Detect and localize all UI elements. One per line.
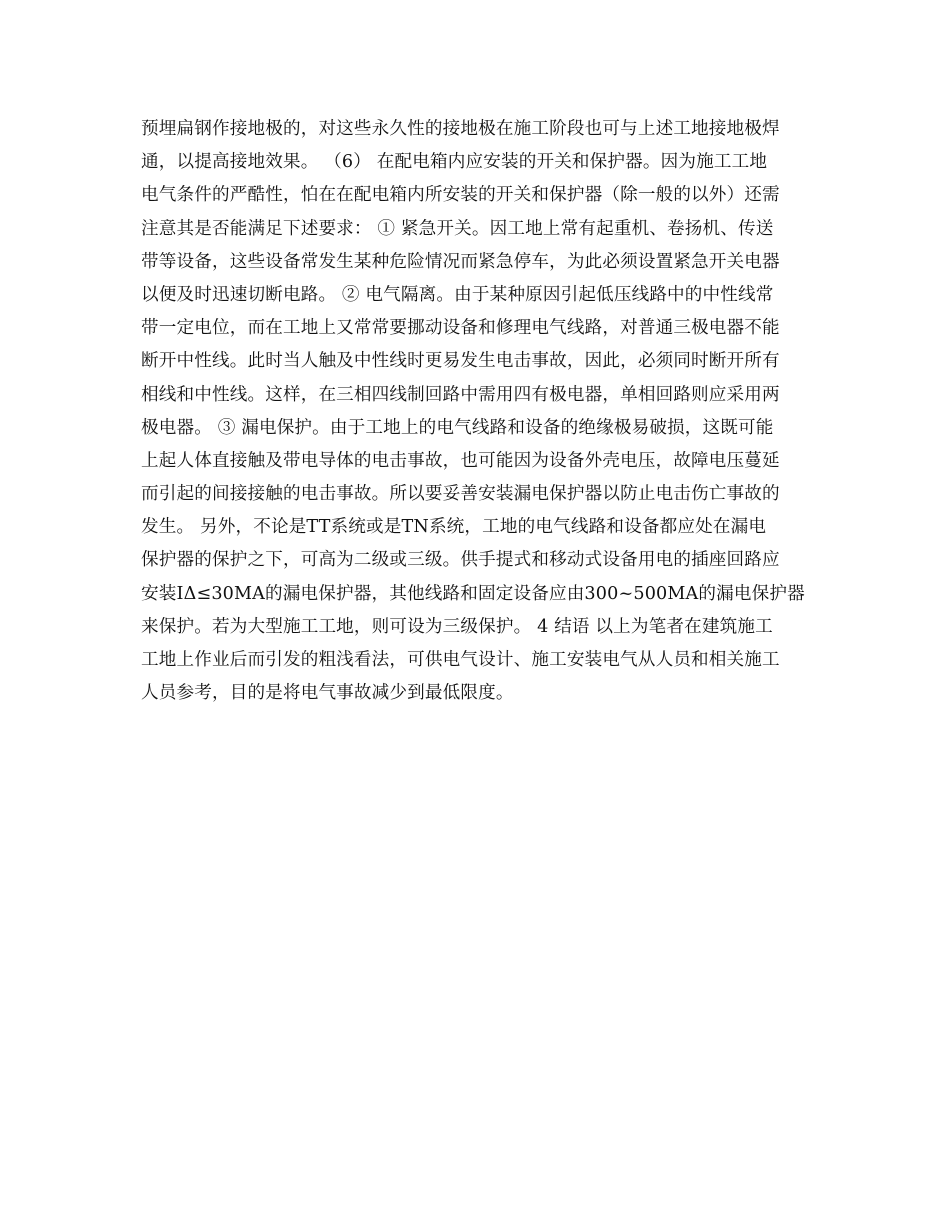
text-line: 以便及时迅速切断电路。 ② 电气隔离。由于某种原因引起低压线路中的中性线常 xyxy=(141,284,774,305)
text-line: 安装IΔ≤30MA的漏电保护器，其他线路和固定设备应由300~500MA的漏电保护器 xyxy=(141,583,805,604)
body-text xyxy=(141,113,841,710)
text-line: 预埋扁钢作接地极的，对这些永久性的接地极在施工阶段也可与上述工地接地极焊 xyxy=(141,119,780,139)
text-line: 发生。 另外，不论是TT系统或是TN系统，工地的电气线路和设备都应处在漏电 xyxy=(141,517,767,538)
text-line: 保护器的保护之下，可高为二级或三级。供手提式和移动式设备用电的插座回路应 xyxy=(141,550,780,571)
text-line: 相线和中性线。这样，在三相四线制回路中需用四有极电器，单相回路则应采用两 xyxy=(141,384,780,405)
text-line: 而引起的间接接触的电击事故。所以要妥善安装漏电保护器以防止电击伤亡事故的 xyxy=(141,484,780,505)
text-line: 注意其是否能满足下述要求： ① 紧急开关。因工地上常有起重机、卷扬机、传送 xyxy=(141,218,774,239)
text-line: 通，以提高接地效果。 （6） 在配电箱内应安装的开关和保护器。因为施工工地 xyxy=(141,152,768,173)
text-line: 带一定电位，而在工地上又常常要挪动设备和修理电气线路，对普通三极电器不能 xyxy=(141,318,780,339)
text-line: 带等设备，这些设备常发生某种危险情况而紧急停车，为此必须设置紧急开关电器 xyxy=(141,251,780,272)
text-line: 人员参考，目的是将电气事故减少到最低限度。 xyxy=(141,683,514,704)
text-line: 极电器。 ③ 漏电保护。由于工地上的电气线路和设备的绝缘极易破损，这既可能 xyxy=(141,417,774,438)
text-line: 来保护。若为大型施工工地，则可设为三级保护。 4 结语 以上为笔者在建筑施工 xyxy=(141,616,773,637)
text-line: 断开中性线。此时当人触及中性线时更易发生电击事故，因此，必须同时断开所有 xyxy=(141,351,780,372)
text-line: 上起人体直接触及带电导体的电击事故，也可能因为设备外壳电压，故障电压蔓延 xyxy=(141,450,780,471)
text-line: 电气条件的严酷性，怕在在配电箱内所安装的开关和保护器（除一般的以外）还需 xyxy=(141,185,780,206)
text-line: 工地上作业后而引发的粗浅看法，可供电气设计、施工安装电气从人员和相关施工 xyxy=(141,650,780,670)
